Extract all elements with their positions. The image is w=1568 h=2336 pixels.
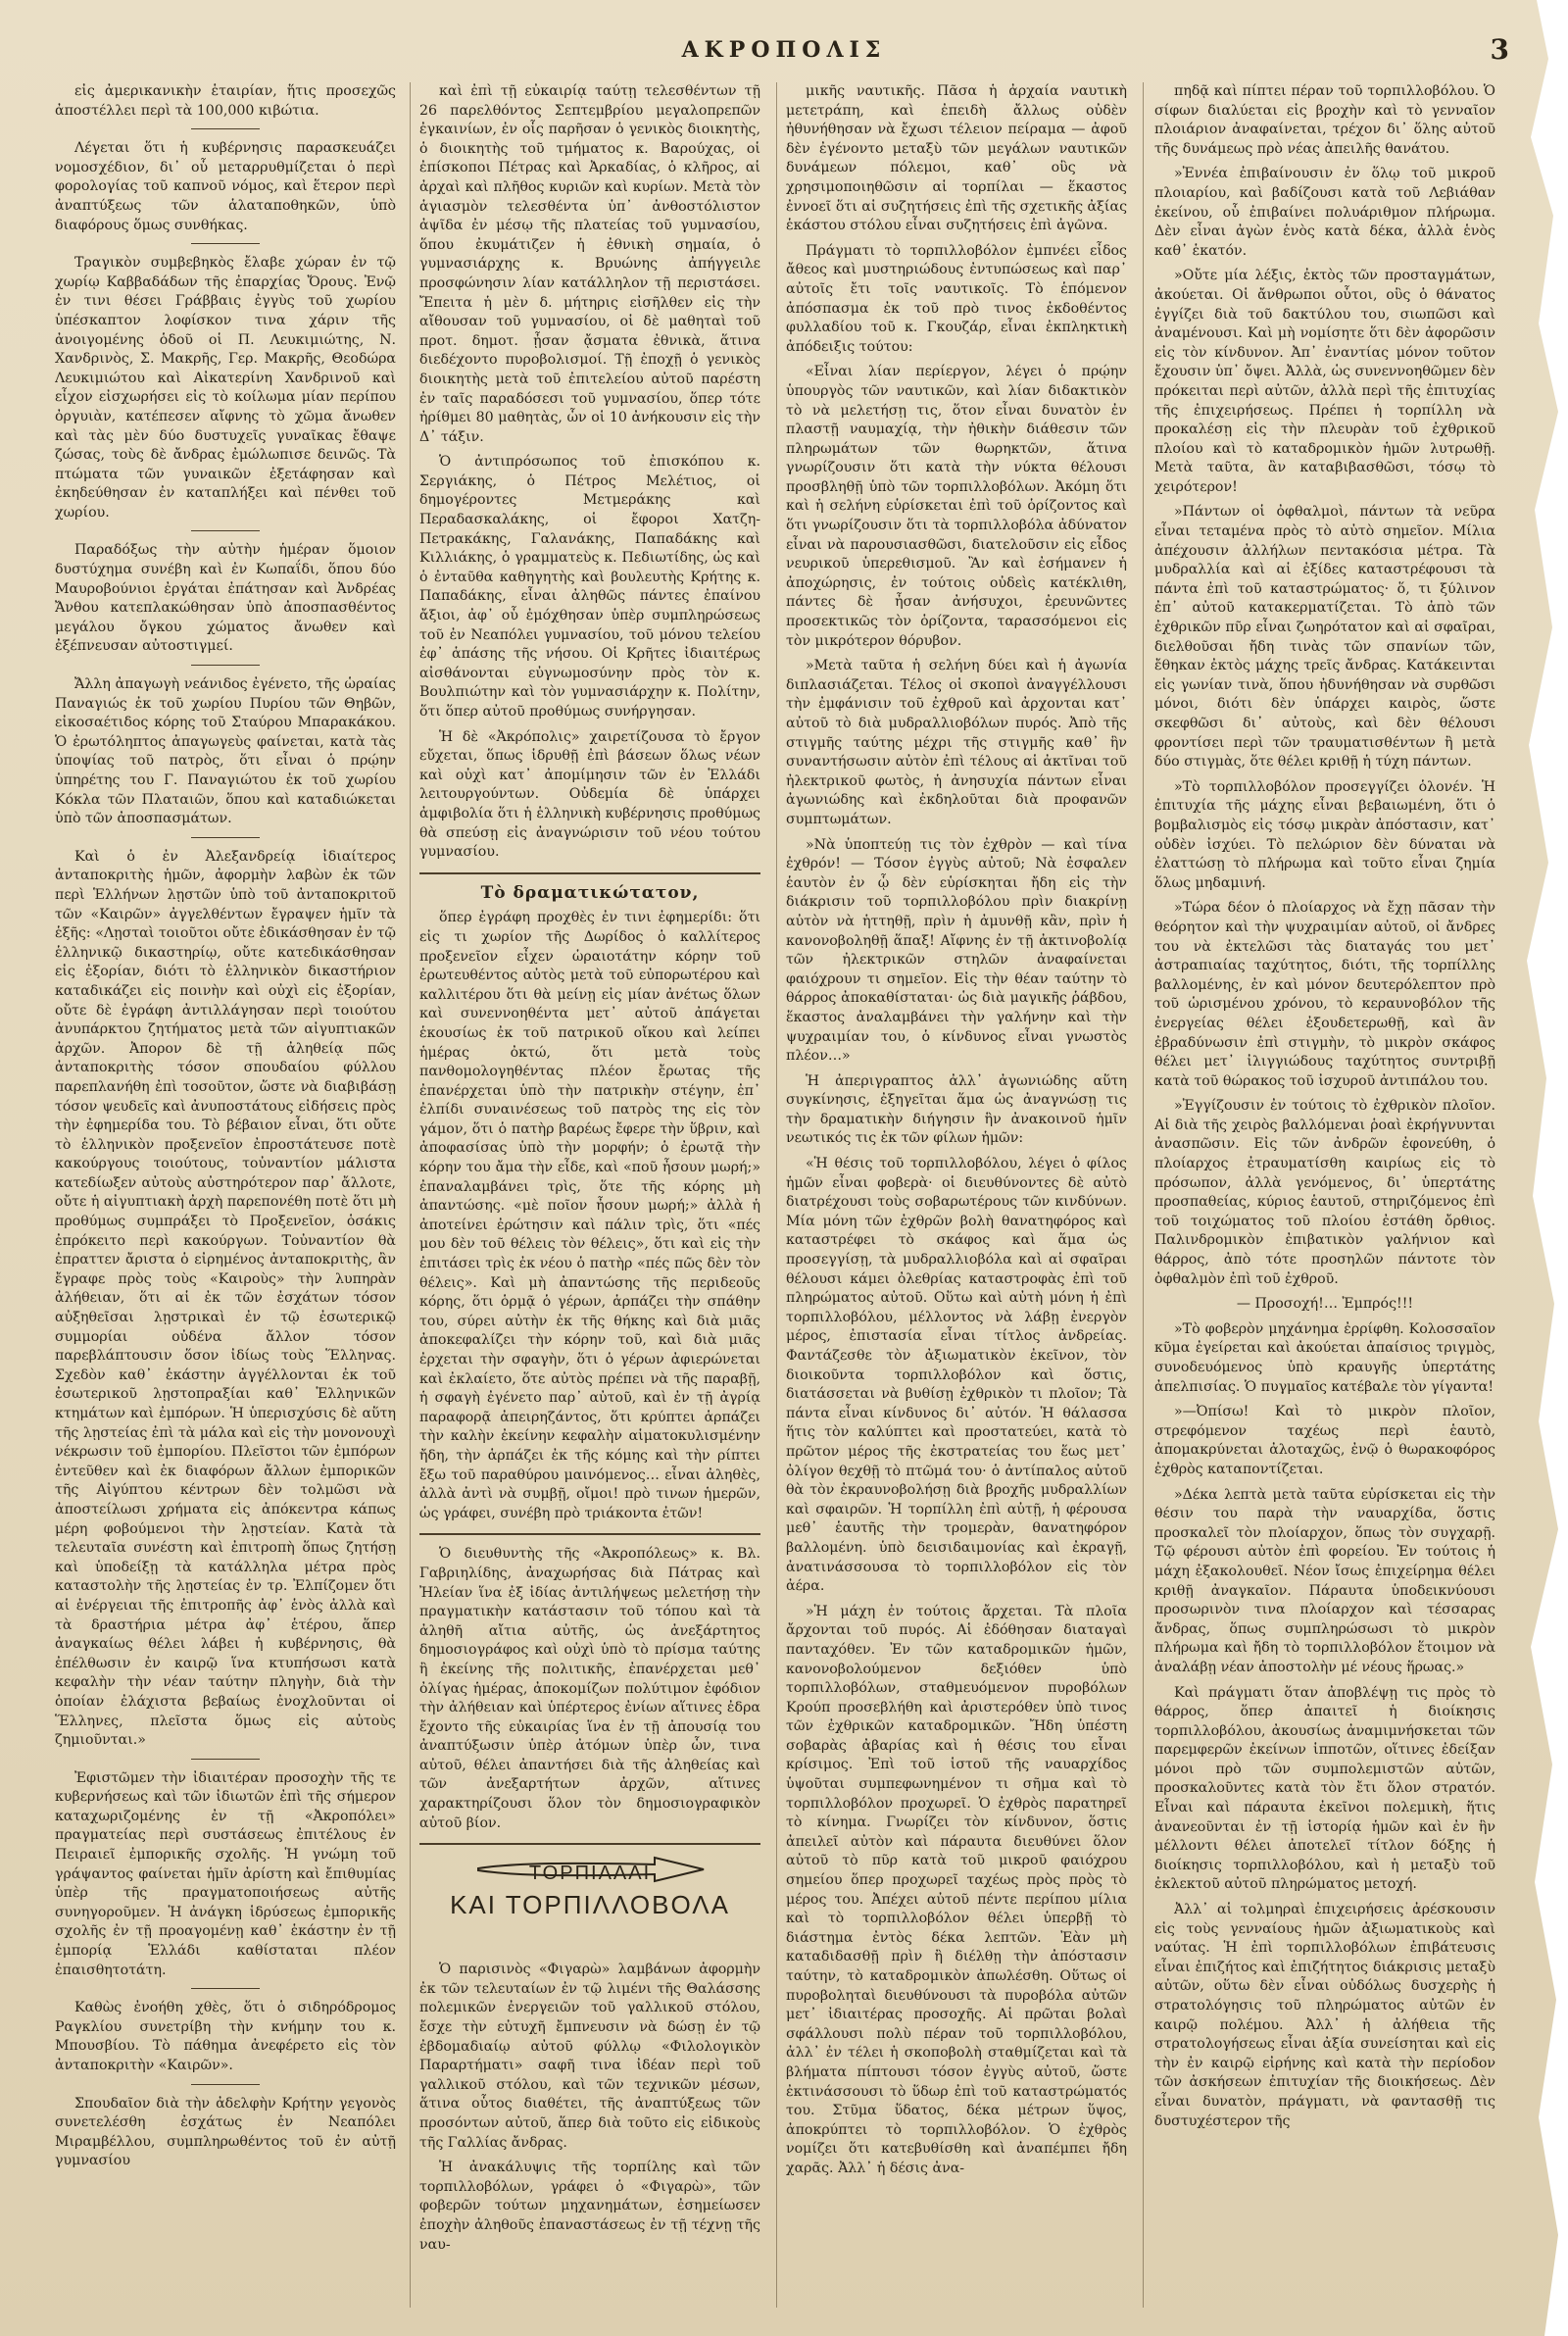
article-paragraph: »Τώρα δέον ὁ πλοίαρχος νὰ ἔχῃ πᾶσαν τὴν θεόρητον καὶ τὴν ψυχραιμίαν αὐτοῦ, οἱ ἄνδρες του νὰ ἐκτελῶσι τὰς διαταγάς του μετ᾽ ἀστραπιαίας ταχύτητος, διότι, τῆς τορπίλλης βαλλομένης, ἐν καὶ μόνον δευτερόλεπτον πρὸ τοῦ ὡρισμένου χρόνου, τὸ κεραυνοβόλον τῆς ἐνεργείας θέλει ἐξουδετερωθῇ, καὶ ἂν ἐβραδύνωσιν ἐπὶ στιγμὴν, τὸ μικρὸν σκάφος θέλει μετ᾽ ἰλιγγιώδους ταχύτητος συντριβῇ κατὰ τοῦ θώρακος τοῦ ἰσχυροῦ ἀντιπάλου του.	[1154, 900, 1495, 1089]
article-paragraph: εἰς ἀμερικανικὴν ἑταιρίαν, ἥτις προσεχῶς ἀποστέλλει περὶ τὰ 100,000 κιβώτια.	[55, 83, 396, 119]
article-paragraph: »Ἡ μάχη ἐν τούτοις ἄρχεται. Τὰ πλοῖα ἄρχονται τοῦ πυρός. Αἱ ἐδόθησαν διαταγαὶ πανταχόθεν. Ἐν τῶν καταδρομικῶν ἡμῶν, κανονοβολούμενον δεξιόθεν ὑπὸ τορπιλλοβόλων, σταθμευόμενον πυροβόλων Κρούπ προσεβλήθη καὶ ἀριστερόθεν ὑπὸ τινος τῶν ἐχθρικῶν καταδρομικῶν. Ἤδη ὑπέστη σοβαρὰς ἀβαρίας καὶ ἡ θέσις του εἶναι κρίσιμος. Ἐπὶ τοῦ ἱστοῦ τῆς ναυαρχίδος ὑψοῦται συμπεφωνημένον τι σῆμα καὶ τὸ τορπιλλοβόλον προχωρεῖ. Ὁ ἐχθρὸς παρατηρεῖ τὸ κίνημα. Γνωρίζει τὸν κίνδυνον, ὅστις ἀπειλεῖ αὐτὸν καὶ πάραυτα διευθύνει ὅλον αὐτοῦ τὸ πῦρ κατὰ τοῦ μικροῦ φαιόχρου σημείου ὅπερ προχωρεῖ ταχέως πρὸς πρὸς τὸ μέρος του. Ἀπέχει αὐτοῦ πέντε περίπου μίλια καὶ τὸ τορπιλλοβόλον θέλει ὑπερβῇ τὸ διάστημα ἐντὸς δέκα λεπτῶν. Ἐὰν μὴ καταδιδασθῇ πρὶν ἢ διέλθῃ τὴν ἀπόστασιν ταύτην, τὸ καταδρομικὸν ἀπωλέσθη. Οὕτως οἱ πυροβοληταὶ διευθύνουσι τὰ πυροβόλα αὐτῶν μετ᾽ ἰδιαιτέρας προσοχῆς. Αἱ πρῶται βολαὶ σφάλλουσι πολὺ πέραν τοῦ τορπιλλοβόλου, ἀλλ᾽ ἐν τέλει ἡ σκοποβολὴ σταθμίζεται καὶ τὰ βλήματα πίπτουσι τόσον ἐγγὺς αὐτοῦ, ὥστε ἐκτινάσσουσι τὸ ὕδωρ ἐπὶ τοῦ καταστρώματός του. Στῦμα ὕδατος, δέκα μέτρων ὕψος, ἀποκρύπτει τὸ τορπιλλοβόλον. Ὁ ἐχθρὸς νομίζει ὅτι κατεβυθίσθη καὶ ἀναπέμπει ἤδη χαρᾶς. Ἀλλ᾽ ἡ δέσις ἀνα-	[786, 1603, 1127, 2176]
article-paragraph: Ὁ διευθυντὴς τῆς «Ἀκροπόλεως» κ. Βλ. Γαβριηλίδης, ἀναχωρήσας διὰ Πάτρας καὶ Ἠλείαν ἵνα ἐξ ἰδίας ἀντιλήψεως μελετήσῃ τὴν πραγματικὴν κατάστασιν τοῦ τόπου καὶ τὰ ἀληθῆ αἴτια αὐτῆς, ὡς ἀνεξάρτητος δημοσιογράφος καὶ οὐχὶ ὑπὸ τὸ πρίσμα ταύτης ἢ ἐκείνης τῆς πολιτικῆς, ἐπανέρχεται μεθ᾽ ὀλίγας ἡμέρας, ἀποκομίζων πολύτιμον ἐφόδιον τὴν ἀλήθειαν καὶ ὑπέρτερος ἐνίων αἵτινες ἐδρα ἔχοντο τῆς εὐκαιρίας ἵνα ἐν τῇ ἀπουσίᾳ του ἀναπτύξωσιν ὑπὲρ ἀτόμων ὑπὲρ ὧν, τινα αὐτοῦ, θέλει ἀπαντήσει διὰ τῆς ἀληθείας καὶ τῶν ἀνεξαρτήτων ἀρχῶν, αἵτινες χαρακτηρίζουσι ὅλον τὸν δημοσιογραφικὸν αὐτοῦ βίον.	[419, 1546, 760, 1831]
item-separator	[191, 1759, 260, 1760]
article-paragraph: Καθὼς ἐνοήθη χθὲς, ὅτι ὁ σιδηρόδρομος Ραγκλίου συνετρίβη τὴν κνήμην του κ. Μπουσβίου. Τὸ πάθημα ἀνεφέρετο εἰς τὸν ἀνταποκριτὴν «Καιρῶν».	[55, 2000, 396, 2073]
torpedo-article-heading	[419, 1855, 760, 1953]
item-separator	[191, 530, 260, 531]
article-paragraph: Ἡ ἀνακάλυψις τῆς τορπίλης καὶ τῶν τορπιλλοβόλων, γράφει ὁ «Φιγαρὼ», τῶν φοβερῶν τούτων μηχανημάτων, ἐσημείωσεν ἐποχὴν ἀληθοῦς ἐπαναστάσεως ἐν τῇ τέχνῃ τῆς ναυ-	[419, 2160, 760, 2253]
article-paragraph: Ἡ ἀπεριγραπτος ἀλλ᾽ ἀγωνιώδης αὕτη συγκίνησις, ἐξηγεῖται ἅμα ὡς ἀναγνώσῃ τις τὴν δραματικὴν διήγησιν ἣν ἀνακοινοῦ ἡμῖν νεωτικός τις ἐκ τῶν φίλων ἡμῶν:	[786, 1072, 1127, 1147]
article-paragraph: Ὁ παρισινὸς «Φιγαρὼ» λαμβάνων ἀφορμὴν ἐκ τῶν τελευταίων ἐν τῷ λιμένι τῆς Θαλάσσης πολεμικῶν ἐνεργειῶν τοῦ γαλλικοῦ στόλου, ἔσχε τὴν εὐτυχῆ ἔμπνευσιν νὰ δώσῃ ἐν τῷ ἐβδομαδιαίῳ αὐτοῦ φύλλῳ «Φιλολογικὸν Παραρτήματι» σαφῆ τινα ἰδέαν περὶ τοῦ γαλλικοῦ στόλου, καὶ τῶν τεχνικῶν μέσων, ἅτινα οὗτος διαθέτει, τῆς ἀναπτύξεως τῶν προσόντων αὐτοῦ, ἅπερ διὰ τοῦτο εἰς εἰδικοὺς τῆς Γαλλίας ἄνδρας.	[419, 1962, 760, 2151]
article-paragraph: »Πάντων οἱ ὀφθαλμοὶ, πάντων τὰ νεῦρα εἶναι τεταμένα πρὸς τὸ αὐτὸ σημεῖον. Μίλια ἀπέχουσιν ἀλλήλων πεντακόσια μέτρα. Τὰ μυδραλλία καὶ αἱ ἐξίδες καταστρέφουσι τὰ πάντα ἐπὶ τοῦ καταστρώματος· ὅ, τι ξύλινον ἐπ᾽ αὐτοῦ κατακερματίζεται. Τὸ ἀπὸ τῶν ἐχθρικῶν πῦρ εἶναι ζωηρότατον καὶ αἱ σφαῖραι, διελθοῦσαι ἤδη τινὰς τῶν σπανίων τῶν, ἔθηκαν ἐκτὸς μάχης τρεῖς ἄνδρας. Κατάκεινται εἰς γωνίαν τινὰ, ὅπου ἠδυνήθησαν νὰ συρθῶσι μόνοι, διότι δὲν ὑπάρχει καιρὸς, ὥστε σκεφθῶσι δι᾽ αὐτοὺς, καὶ δὲν θέλουσι φροντίσει περὶ τῶν τραυματισθέντων ἢ μετὰ δύο στιγμὰς, ὅτε θέλει κριθῇ ἡ τύχη πάντων.	[1154, 504, 1495, 770]
item-separator	[191, 128, 260, 129]
article-paragraph: Ἀλλ᾽ αἱ τολμηραὶ ἐπιχειρήσεις ἀρέσκουσιν εἰς τοὺς γενναίους ἡμῶν ἀξιωματικοὺς καὶ ναύτας. Ἡ ἐπὶ τορπιλλοβόλων ἐπιβάτευσις εἶναι ἐπιζήτος καὶ ἐπιζήτητος διάκρισις μεταξὺ αὐτῶν, οὕτω δὲν εἶναι οὐδόλως δυσχερὴς ἡ στρατολόγησις τοῦ πληρώματος αὐτῶν ἐν καιρῷ πολέμου. Ἀλλ᾽ ἡ ἀλήθεια τῆς στρατολογήσεως εἶναι ἀξία συνείσηται καὶ εἰς τὴν ἐν καιρῷ εἰρήνης καὶ κατὰ τὴν περίοδον τῶν ἀσκήσεων ἐπιτυχίαν τῆς διοικήσεως. Δὲν εἶναι δυνατὸν, πράγματι, νὰ φαντασθῇ τις δυστυχέστερον τῆς	[1154, 1902, 1495, 2129]
column-4	[1154, 82, 1495, 2308]
section-rule	[419, 1533, 760, 1535]
article-paragraph: »Ἐγγίζουσιν ἐν τούτοις τὸ ἐχθρικὸν πλοῖον. Αἱ διὰ τῆς χειρὸς βαλλόμεναι ῥοαὶ ἐκρήγνυνται ἀνασπῶσιν. Εἰς τῶν ἀνδρῶν ἐφονεύθη, ὁ πλοίαρχος ἐτραυματίσθη καιρίως εἰς τὸ πρόσωπον, ἀλλὰ γενόμενος, δι᾽ ὑπερτάτης προσπαθείας, κύριος ἑαυτοῦ, στηριζόμενος ἐπὶ τοῦ τοιχώματος τοῦ πλοίου ἐστάθη ὄρθιος. Παλινδρομικὸν ἐπιβατικὸν γαλήνιον καὶ θάρρος, ἀπὸ τότε προσηλῶν πάντοτε τὸν ὀφθαλμὸν ἐπὶ τοῦ ἐχθροῦ.	[1154, 1098, 1495, 1287]
section-rule	[419, 1843, 760, 1845]
article-paragraph: «Ἡ θέσις τοῦ τορπιλλοβόλου, λέγει ὁ φίλος ἡμῶν εἶναι φοβερὰ· οἱ διευθύνοντες δὲ αὐτὸ διατρέχουσι τοὺς σοβαρωτέρους τῶν κινδύνων. Μία μόνη τῶν ἐχθρῶν βολὴ θανατηφόρος καὶ καταστρέφει τὸ σκάφος καὶ ἅμα ὡς προσεγγίσῃ, τὰ μυδραλλιοβόλα καὶ αἱ σφαῖραι θέλουσι κάμει ὀλεθρίας καταστροφὰς ἐπὶ τοῦ πληρώματος αὐτοῦ. Οὕτω καὶ αὐτὴ μόνη ἡ ἐπὶ τορπιλλοβόλου, μέλλοντος νὰ λάβῃ ἐνεργὸν μέρος, ἐπιστασία εἶναι τίτλος ἀνδρείας. Φαντάζεσθε τὸν ἀξιωματικὸν ἐκεῖνον, τὸν διοικοῦντα τορπιλλοβόλον καὶ ὅστις, διατάσσεται νὰ βυθίσῃ ἐχθρικὸν τι πλοῖον; Τὰ πάντα εἶναι κίνδυνος δι᾽ αὐτόν. Ἡ θάλασσα ἥτις τὸν καλύπτει καὶ προστατεύει, κατὰ τὸ πρῶτον μέρος τῆς ἐκστρατείας του ἕως μετ᾽ ὀλίγον θεχθῇ τὸ πτῶμά του· ὁ ἀντίπαλος αὐτοῦ θὰ τὸν ἐκραυνοβολήσῃ διὰ βροχῆς μυδραλλίων καὶ σφαιρῶν. Ἡ τορπίλλη ἐπὶ αὐτῇ, ἡ φέρουσα μεθ᾽ ἑαυτῆς τὴν τρομερὰν, θανατηφόρον βαλλομένη. ὑπὸ δεισιδαιμονίας καὶ ἐκραγῇ, ἀνατινάσσουσα τὸ τορπιλλοβόλον εἰς τὸν ἀέρα.	[786, 1156, 1127, 1595]
item-separator	[191, 665, 260, 666]
item-separator	[191, 1988, 260, 1989]
column-2	[419, 82, 760, 2308]
article-paragraph: — Προσοχή!… Ἐμπρός!!!	[1236, 1296, 1414, 1313]
article-paragraph: »Μετὰ ταῦτα ἡ σελήνη δύει καὶ ἡ ἀγωνία διπλασιάζεται. Τέλος οἱ σκοποὶ ἀναγγέλλουσι τὴν ἐμφάνισιν τοῦ ἐχθροῦ καὶ ἀρχονται κατ᾽ αὐτοῦ τὸ διὰ μυδραλλιοβόλων πυρός. Ἀπὸ τῆς στιγμῆς ταύτης μέχρι τῆς στιγμῆς καθ᾽ ἣν συναντήσωσιν αὐτὸν ἐπὶ τέλους αἱ ἀκτῖναι τοῦ ἠλεκτρικοῦ φωτὸς, ἡ ἀνησυχία πάντων εἶναι ἀγωνιώδης καὶ ἐκδηλοῦται διὰ προφανῶν συμπτωμάτων.	[786, 658, 1127, 827]
item-separator	[191, 837, 260, 838]
article-paragraph: »—Ὀπίσω! Καὶ τὸ μικρὸν πλοῖον, στρεφόμενον ταχέως περὶ ἑαυτὸ, ἀπομακρύνεται ἀλοταχῶς, ἐνῷ ὁ θωρακοφόρος ἐχθρὸς καταποντίζεται.	[1154, 1404, 1495, 1477]
article-paragraph: »Τὸ φοβερὸν μηχάνημα ἐρρίφθη. Κολοσσαῖον κῦμα ἐγείρεται καὶ ἀκούεται ἀπαίσιος τριγμὸς, συνοδευόμενος ὑπὸ κραυγῆς ὑπερτάτης ἀπελπισίας. Ὁ πυγμαῖος κατέβαλε τὸν γίγαντα!	[1154, 1320, 1495, 1395]
article-paragraph: »Ἐννέα ἐπιβαίνουσιν ἐν ὅλῳ τοῦ μικροῦ πλοιαρίου, καὶ βαδίζουσι κατὰ τοῦ Λεβιάθαν ἐκείνου, οὗ ἐπιβαίνει πολυάριθμον πλήρωμα. Δὲν εἶναι ἀγὼν ἑνὸς κατὰ δέκα, ἀλλὰ ἑνὸς καθ᾽ ἑκατόν.	[1154, 166, 1495, 259]
column-3	[786, 82, 1127, 2308]
article-paragraph: Τραγικὸν συμβεβηκὸς ἔλαβε χώραν ἐν τῷ χωρίῳ Καββαδάδων τῆς ἐπαρχίας Ὄρους. Ἐνῷ ἐν τινι θέσει Γράββαις ἐγγὺς τοῦ χωρίου ὑπέσκαπτον λοφίσκον τινα χάριν τῆς ἀνοιγομένης ὁδοῦ οἱ Π. Λευκιμιώτης, Ν. Χανδρινὸς, Σ. Μακρῆς, Γερ. Μακρῆς, Θεοδώρα Λευκιμιώτου καὶ Αἰκατερίνη Χανδρινοῦ καὶ εἶχον εἰσχωρήσει εἰς τὸ κοίλωμα μίαν περίπου ὀργυιὰν, κατέπεσεν αἴφνης τὸ χῶμα ἄνωθεν καὶ τὰς μὲν δύο δυστυχεῖς γυναῖκας ἔθαψε ζώσας, τοὺς δὲ ἄνδρας ἐμώλωπισε δεινῶς. Τὰ πτώματα τῶν γυναικῶν ἐξετάφησαν καὶ ἐκηδεύθησαν ἐν καταπλήξει καὶ πένθει τοῦ χωρίου.	[55, 255, 396, 521]
item-separator	[191, 2084, 260, 2085]
article-paragraph: »Δέκα λεπτὰ μετὰ ταῦτα εὑρίσκεται εἰς τὴν θέσιν του παρὰ τὴν ναυαρχίδα, ὅστις προσκαλεῖ τὸν πλοίαρχον, ὅπως τὸν συγχαρῇ. Τῷ φέρουσι αὐτὸν ἐπὶ φορείου. Ἐν τούτοις ἡ μάχη ἐξακολουθεῖ. Νέον ἴσως ἐπιχείρημα θέλει κριθῇ ἀναγκαῖον. Πάραυτα ὑποδεικνύουσι προσωρινὸν τινα πλοίαρχον καὶ τέσσαρας ἄνδρας, ὅπως συμπληρώσωσι τὸ μικρὸν πλήρωμα καὶ ἤδη τὸ τορπιλλοβόλον ἕτοιμον νὰ ἀναλάβῃ νέαν ἀποστολὴν μέ νέους ἥρωας.»	[1154, 1486, 1495, 1675]
article-paragraph: Σπουδαῖον διὰ τὴν ἀδελφὴν Κρήτην γεγονὸς συνετελέσθη ἐσχάτως ἐν Νεαπόλει Μιραμβέλλου, συμπληρωθέντος τοῦ ἐν αὐτῇ γυμνασίου	[55, 2095, 396, 2169]
section-rule	[419, 872, 760, 874]
article-paragraph: Καὶ ὁ ἐν Ἀλεξανδρείᾳ ἰδιαίτερος ἀνταποκριτὴς ἡμῶν, ἀφορμὴν λαβὼν ἐκ τῶν περὶ Ἑλλήνων λῃστῶν ὑπὸ τοῦ ἀνταποκριτοῦ τῶν «Καιρῶν» ἀγγελθέντων ἔγραψεν ἡμῖν τὰ ἑξῆς: «Λῃσταὶ τοιοῦτοι οὔτε ἐδικάσθησαν ἐν τῷ ἑλληνικῷ δικαστηρίῳ, οὔτε κατεδικάσθησαν εἰς ἐξορίαν, διότι τὸ ἑλληνικὸν δικαστήριον καταδικάζει εἰς ποινὴν καὶ οὐχὶ εἰς ἐξορίαν, οὔτε δὲ ἐγράφη ἀντιλλάγησαν περὶ τοιούτου ἀνυπάρκτου ζητήματος μετὰ τῶν αἰγυπτιακῶν ἀρχῶν. Ἀπορον δὲ τῇ ἀληθείᾳ πῶς ἀνταποκριτὴς τόσον σπουδαίου φύλλου παρεπλανήθη ἐπὶ τοσοῦτον, ὥστε νὰ διαβιβάσῃ τόσον ψευδεῖς καὶ ἀνυποστάτους εἰδήσεις πρὸς τὴν ἐφημερίδα του. Τὸ βέβαιον εἶναι, ὅτι οὔτε τὸ ἑλληνικὸν προξενεῖον ἐπροστάτευσε ποτὲ κακούργους τοιούτους, τοὐναντίον μάλιστα κατεδίωξεν αὐτοὺς αὐστηρότερον παρ᾽ ἄλλοτε, οὔτε ἡ αἰγυπτιακὴ ἀρχὴ παρεπονέθη ποτὲ ὅτι μὴ προθύμως συμπράξει τὸ Προξενεῖον, ὁσάκις ἐπρόκειτο περὶ κακούργων. Τοὐναντίον θὰ ἐπραττεν ἄριστα ὁ εἰρημένος ἀνταποκριτὴς, ἂν ἔγραφε πρὸς τοὺς «Καιροὺς» τὴν λυπηρὰν ἀλήθειαν, ὅτι αἱ ἐκ τῶν ἐσχάτων τόσον αὐξηθεῖσαι λῃστρικαὶ ἐν τῷ ἐσωτερικῷ συμμορίαι οὐδένα ἄλλον τόσον παρεβλάπτουσιν ὅσον ἰδίως τοὺς Ἕλληνας. Σχεδὸν καθ᾽ ἑκάστην ἀγγέλλονται ἐκ τοῦ ἐσωτερικοῦ λῃστοπραξίαι καθ᾽ Ἑλληνικῶν κτημάτων καὶ ἐμπόρων. Ἡ ὑπερισχύσις δὲ αὕτη τῆς λῃστείας ἐπὶ τὰ μάλα καὶ εἰς τὴν μονονουχὶ νέκρωσιν τοῦ ἐμπορίου. Πλεῖστοι τῶν ἐμπόρων ἐντεῦθεν καὶ ἐκ διαφόρων ἄλλων ἐμπορικῶν τῆς Αἰγύπτου κέντρων δὲν τολμῶσι νὰ ἀποστείλωσι χρήματα εἰς ἀπόκεντρα κάπως μέρη φοβούμενοι τὴν λῃστείαν. Κατὰ τὰ τελευταῖα συνέστη καὶ ἐπιτροπὴ ὅπως ζητήσῃ καὶ ὑποδείξῃ τὰ κατάλληλα μέτρα πρὸς καταστολὴν τῆς λῃστείας ἐν τρ. Ἐλπίζομεν ὅτι αἱ ἐνέργειαι τῆς ἐπιτροπῆς ἀφ᾽ ἑνὸς ἀλλὰ καὶ τὰ δραστήρια μέτρα ἀφ᾽ ἑτέρου, ἅπερ ἀναγκαίως θέλει λάβει ἡ κυβέρνησις, θὰ ἐπέλθωσιν ἐν καιρῷ ἵνα κτυπήσωσι κατὰ κεφαλὴν τὴν νέαν ταύτην πληγὴν, διὰ τὴν ὁποίαν ἐλάχιστα βεβαίως ἐνοχλοῦνται οἱ Ἕλληνες, πλεῖστα ὅμως εἰς αὐτοὺς ζημιοῦνται.»	[55, 848, 396, 1749]
newspaper-title: ΑΚΡΟΠΟΛΙΣ	[681, 37, 887, 63]
article-paragraph: »Νὰ ὑποπτεύῃ τις τὸν ἐχθρὸν — καὶ τίνα ἐχθρόν! — Τόσον ἐγγὺς αὐτοῦ; Νὰ ἐσφαλεν ἑαυτὸν ἐν ᾧ δὲν εὑρίσκηται ἤδη εἰς τὴν διάκρισιν τοῦ τορπιλλοβόλου πρὶν διακρίνῃ αὐτὸν νὰ ἡττηθῇ, πρὶν ἡ ἀμυνθῇ κἂν, πρὶν ἡ κανονοβοληθῇ ἅπαξ! Αἴφνης ἐν τῇ ἀκτινοβολίᾳ τῶν ἠλεκτρικῶν στηλῶν ἀναφαίνεται φαιόχρουν τι σημεῖον. Εἰς τὴν θέαν ταύτην τὸ θάρρος ἀποκαθίσταται· ὡς διὰ μαγικῆς ῥάβδου, ἕκαστος ἀναλαμβάνει τὴν γαλήνην καὶ τὴν ψυχραιμίαν του, ὁ κίνδυνος εἶναι γνωστὸς πλέον…»	[786, 836, 1127, 1065]
torpedo-title-line-1: ΤΟΡΠΙΛΛΑΙ	[528, 1863, 652, 1885]
torn-edge-decoration	[1509, 0, 1568, 2336]
column-divider	[1143, 82, 1144, 2308]
masthead	[59, 33, 1509, 67]
article-paragraph: »Τὸ τορπιλλοβόλον προσεγγίζει ὁλονέν. Ἡ ἐπιτυχία τῆς μάχης εἶναι βεβαιωμένη, ὅτι ὁ βομβαλισμὸς εἰς τόσῳ μικρὰν ἀπόστασιν, κατ᾽ οὐδὲν ἰσχύει. Τὸ πελώριον δὲν δύναται νὰ ἐλαττώσῃ τὸ πλήρωμα καὶ τοῦτο εἶναι ζημία ὅλως μηδαμινή.	[1154, 778, 1495, 891]
story-heading: Τὸ δραματικώτατον,	[480, 882, 700, 903]
article-paragraph: Καὶ πράγματι ὅταν ἀποβλέψῃ τις πρὸς τὸ θάρρος, ὅπερ ἀπαιτεῖ ἡ διοίκησις τορπιλλοβόλου, ἀκουσίως ἀναμιμνήσκεται τῶν παρεμφερῶν ἐκείνων ἱπποτῶν, οἵτινες ἐδείξαν μόνοι πρὸ τῶν συμπολεμιστῶν αὐτῶν, προσκαλοῦντες κατὰ τὸν ἔτι ὅλον στρατόν. Εἶναι καὶ πάραυτα ἐκεῖνοι πολεμικὴ, ἥτις ἀνανεοῦνται ἐν τῇ ἱστορίᾳ ἡμῶν καὶ ἐν ἣν μέλλοντι θέλει ἀποτελεῖ τίτλον δόξης ἡ διοίκησις τορπιλλοβόλου, καὶ ἡ μεταξὺ τοῦ ἐκλεκτοῦ αὐτοῦ πληρώματος μετοχή.	[1154, 1684, 1495, 1893]
torpedo-title-line-2: ΚΑΙ ΤΟΡΠΙΛΛΟΒΟΛΑ	[450, 1890, 730, 1920]
article-paragraph: Λέγεται ὅτι ἡ κυβέρνησις παρασκευάζει νομοσχέδιον, δι᾽ οὗ μεταρρυθμίζεται ὁ περὶ φορολογίας τοῦ καπνοῦ νόμος, καὶ ἕτερον περὶ ἀναπτύξεως τῶν ἁλαταποθηκῶν, ὑπὸ διαφόρους ὅμως συνθήκας.	[55, 140, 396, 233]
article-paragraph: Ἡ δὲ «Ἀκρόπολις» χαιρετίζουσα τὸ ἔργον εὔχεται, ὅπως ἱδρυθῇ ἐπὶ βάσεων ὅλως νέων καὶ οὐχὶ κατ᾽ ἀπομίμησιν τῶν ἐν Ἑλλάδι λειτουργούντων. Οὐδεμία δὲ ὑπάρχει ἀμφιβολία ὅτι ἡ ἑλληνικὴ κυβέρνησις προθύμως θὰ σπεύσῃ εἰς ἀναγνώρισιν τοῦ νέου τούτου γυμνασίου.	[419, 728, 760, 861]
article-paragraph: πηδᾷ καὶ πίπτει πέραν τοῦ τορπιλλοβόλου. Ὁ σίφων διαλύεται εἰς βροχὴν καὶ τὸ γενναῖον πλοιάριον ἀναφαίνεται, τρέχον δι᾽ ὅλης αὐτοῦ τῆς δυνάμεως πρὸ νέας ἀπειλῆς θανάτου.	[1154, 83, 1495, 157]
article-paragraph: Ἐφιστῶμεν τὴν ἰδιαιτέραν προσοχὴν τῆς τε κυβερνήσεως καὶ τῶν ἰδιωτῶν ἐπὶ τῆς σήμερον καταχωριζομένης ἐν τῇ «Ἀκροπόλει» πραγματείας περὶ συστάσεως ἐπιτέλους ἐν Πειραιεῖ ἐμπορικῆς σχολῆς. Ἡ γνώμη τοῦ γράψαντος φαίνεται ἡμῖν ἀρίστη καὶ ἔπιθυμίας ὑπὲρ τῆς πραγματοποιήσεως αὐτῆς συνηγοροῦμεν. Ἡ ἀνάγκη ἱδρύσεως ἐμπορικῆς σχολῆς ἐν τῇ προαγομένῃ καθ᾽ ἑκάστην ἐν τῇ ἐμπορίᾳ Ἑλλάδι καθίσταται πλέον ἐπαισθητοτάτη.	[55, 1769, 396, 1978]
item-separator	[191, 243, 260, 244]
article-paragraph: Παραδόξως τὴν αὐτὴν ἡμέραν ὅμοιον δυστύχημα συνέβη καὶ ἐν Κωπαΐδι, ὅπου δύο Μαυροβούνιοι ἐργάται ἐπάτησαν καὶ Ἀνδρέας Ἄνθου κατεπλακώθησαν ὑπὸ ἀποσπασθέντος μεγάλου ὄγκου χώματος ἄνωθεν καὶ ἐξέπνευσαν αὐτοστιγμεί.	[55, 542, 396, 655]
article-paragraph: Ὁ ἀντιπρόσωπος τοῦ ἐπισκόπου κ. Σεργιάκης, ὁ Πέτρος Μελέτιος, οἱ δημογέροντες Μετμεράκης καὶ Περαδασκαλάκης, οἱ ἔφοροι Χατζη-Πετρακάκης, Γαλανάκης, Παπαδάκης καὶ Κιλλιάκης, ὁ γραμματεὺς κ. Πεδιωτίδης, ὡς καὶ ὁ ἐνταῦθα καθηγητὴς καὶ βουλευτὴς Κρήτης κ. Παπαδάκης, εἶναι ἀληθῶς πάντες ἐπαίνου ἄξιοι, ἀφ᾽ οὗ ἐμόχθησαν ὑπὲρ συμπληρώσεως τοῦ ἐν Νεαπόλει γυμνασίου, τοῦ μόνου τελείου ἐφ᾽ ἁπάσης τῆς νήσου. Οἱ Κρῆτες ἰδιαιτέρως αἰσθάνονται εὐγνωμοσύνην πρὸς τὸν κ. Βουλπιώτην καὶ τὸν γυμνασιάρχην κ. Πολίτην, ὅτι ὅπερ αὐτοῦ προθύμως συνήργησαν.	[419, 454, 760, 720]
column-1	[55, 82, 396, 2308]
page-number: 3	[1490, 33, 1509, 66]
article-paragraph: Πράγματι τὸ τορπιλλοβόλον ἐμπνέει εἶδος ἄθεος καὶ μυστηριώδους ἐντυπώσεως καὶ παρ᾽ αὐτοῖς ἔτι τοῖς ναυτικοῖς. Τὸ ἑπόμενον ἀπόσπασμα ἐκ τοῦ πρὸ τινος ἐκδοθέντος φυλλαδίου τοῦ κ. Γκουζάρ, εἶναι ἐκπληκτικὴ ἀπόδειξις τούτου:	[786, 242, 1127, 355]
article-paragraph: μικῆς ναυτικῆς. Πᾶσα ἡ ἀρχαία ναυτικὴ μετετράπη, καὶ ἐπειδὴ ἄλλως οὐδὲν ἠθυνήθησαν νὰ ἔχωσι τέλειον πείραμα — ἀφοῦ δὲν ἐγένοντο μεταξὺ τῶν μεγάλων ναυτικῶν δυνάμεων πόλεμοι, καθ᾽ οὓς νὰ χρησιμοποιηθῶσιν αἱ τορπίλαι — ἕκαστος ἐννοεῖ ὅτι αἱ συζητήσεις ἐπὶ τῆς σχετικῆς ἀξίας ἑκάστου στόλου εἶναι συζητήσεις ἐπὶ ἀγῶνα.	[786, 83, 1127, 234]
article-paragraph: «Εἶναι λίαν περίεργον, λέγει ὁ πρῴην ὑπουργὸς τῶν ναυτικῶν, καὶ λίαν διδακτικὸν τὸ νὰ μελετήσῃ τις, ὅτον εἶναι δυνατὸν ἐν πλαστῇ ναυμαχίᾳ, τὴν ἠθικὴν διάθεσιν τῶν πληρωμάτων τῶν θωρηκτῶν, ἅτινα γνωρίζουσιν ὅτι κατὰ τὴν νύκτα θέλουσι προσβληθῇ ὑπὸ τῶν τορπιλλοβόλων. Ἀκόμη ὅτι καὶ ἡ σελήνη εὑρίσκεται ἐπὶ τοῦ ὁρίζοντος καὶ ὅτι γνωρίζουσιν ὅτι τὰ τορπιλλοβόλα ἀδύνατον εἶναι νὰ παρουσιασθῶσι, διατελοῦσιν εἰς εἶδος νευρικοῦ ὑπερεθισμοῦ. Ἂν καὶ ἐσήμανεν ἡ ἀποχώρησις, ἐν τούτοις οὐδεὶς κατέκλιθη, πάντες δὲ ἦσαν ἀνήσυχοι, ἐρευνῶντες προσεκτικῶς τὸν ὁρίζοντα, ταρασσόμενοι εἰς τὸν μικρότερον θόρυβον.	[786, 364, 1127, 649]
column-divider	[410, 82, 411, 2308]
article-paragraph: Ἄλλη ἀπαγωγὴ νεάνιδος ἐγένετο, τῆς ὡραίας Παναγιώς ἐκ τοῦ χωρίου Πυρίου τῶν Θηβῶν, εἰκοσαέτιδος κόρης τοῦ Σταύρου Μπαρακάκου. Ὁ ἐρωτόληπτος ἀπαγωγεὺς φαίνεται, κατὰ τὰς ὑποψίας τοῦ πατρὸς, ὅτι εἶναι ὁ πρῴην ὑπηρέτης του Γ. Παναγιώτου ἐκ τοῦ χωρίου Κόκλα τῶν Πλαταιῶν, ὅπου καὶ καταδιώκεται ὑπὸ τῶν ἀποσπασμάτων.	[55, 676, 396, 827]
article-paragraph: ὅπερ ἐγράφη προχθὲς ἐν τινι ἐφημερίδι: ὅτι εἰς τι χωρίον τῆς Δωρίδος ὁ καλλίτερος προξενεῖον εἶχεν ὡραιοτάτην κόρην τοῦ ἐρωτευθέντος αὐτὸς μετὰ τοῦ εὐπορωτέρου καὶ καλλιτέρου ὅτι θὰ μείνῃ εἰς μίαν ἀνέτως ὅλων καὶ συνεννοηθέντα μετ᾽ αὐτοῦ ἀπάγεται ἑκουσίως ἐκ τοῦ πατρικοῦ οἴκου καὶ λείπει ἡμέρας ὀκτώ, ὅτι μετὰ τοὺς πανθομολογηθέντας πλέον ἔρωτας τῆς ἐπανέρχεται ὑπὸ τὴν πατρικὴν στέγην, ἐπ᾽ ἐλπίδι συναινέσεως τοῦ πατρὸς της εἰς τὸν γάμον, ὅτι ὁ πατὴρ βαρέως ἔφερε τὴν ὕβριν, καὶ ἀποφασίσας ὑπὸ τὴν μορφήν; ὁ ἐρωτᾷ τὴν κόρην του ἄμα τὴν εἶδε, καὶ «ποῦ ἦσουν μωρή;» ἐπαναλαμβάνει τρὶς, ὅτε τῆς κόρης μὴ ἀπαντώσης. «μὲ ποῖον ἦσουν μωρή;» ἀλλὰ ἡ ἀποτείνει ἐρώτησιν καὶ πάλιν τρὶς, ὅτι «πές μου δὲν τοῦ θέλεις τὸν θέλεις», ὅτι καὶ εἰς τὴν ἐπιτάσει τρὶς ἐκ νέου ὁ πατὴρ «πές πῶς δὲν τὸν θέλεις». Καὶ μὴ ἀπαντώσης τῆς περιδεοῦς κόρης, ὅτι ὁρμᾷ ὁ γέρων, ἁρπάζει τὴν σπάθην του, σύρει αὐτὴν ἐκ τῆς θήκης καὶ διὰ μιᾶς ἀποκεφαλίζει τὴν κόρην τοῦ, καὶ διὰ μιᾶς ἐρχεται τὴν σφαγὴν, ὅτι ὁ γέρων ἀφιερώνεται καὶ ἐκλαίετο, ὅτε αὐτὸς πρέπει νὰ τῆς παραβῇ, ἡ σφαγὴ ἐγένετο παρ᾽ αὐτοῦ, καὶ ἐν τῇ ἀγρίᾳ παραφορᾷ ἀπειρηζάντος, ὅτι κρύπτει ἁρπάζει τὴν καλὴν ἐκείνην κεφαλὴν αἱματοκυλισμένην ἤδη, τὴν ἁρπάζει ἐκ τῆς κόμης καὶ τὴν ρίπτει ἔξω τοῦ παραθύρου μαινόμενος… εἶναι ἀληθὲς, ἀλλὰ ἀντὶ νὰ συμβῇ, οἴμοι! πρὸ τινων ἡμερῶν, ὡς γράφει, συνέβη πρὸ τριάκοντα ἐτῶν!	[419, 910, 760, 1521]
article-paragraph: »Οὔτε μία λέξις, ἐκτὸς τῶν προσταγμάτων, ἀκούεται. Οἱ ἄνθρωποι οὗτοι, οὓς ὁ θάνατος ἐγγίζει διὰ τοῦ δακτύλου του, σιωπῶσι καὶ ἀναμένουσι. Καὶ μὴ νομίσητε ὅτι δὲν ἀφορῶσιν εἰς τὸν κίνδυνον. Ἀπ᾽ ἐναντίας μόνον τοῦτον ἔχουσιν ὑπ᾽ ὄψει. Ἀλλὰ, ὡς συνεννοηθῶμεν δὲν πρόκειται περὶ αὐτῶν, ἀλλὰ περὶ τῆς ἐπιτυχίας τῆς ἐπιχειρήσεως. Πρέπει ἡ τορπίλλη νὰ προκαλέσῃ εἰς τὴν πλευρὰν τοῦ ἐχθρικοῦ πλοίου καὶ τὸ καταδρομικὸν ἡμῶν λυτρωθῇ. Μετὰ ταῦτα, ἂν καταβιβασθῶσι, τόσῳ τὸ χειρότερον!	[1154, 268, 1495, 495]
article-paragraph: καὶ ἐπὶ τῇ εὐκαιρίᾳ ταύτῃ τελεσθέντων τῇ 26 παρελθόντος Σεπτεμβρίου μεγαλοπρεπῶν ἐγκαινίων, ἐν οἷς παρῆσαν ὁ γενικὸς διοικητὴς, ὁ διοικητὴς τοῦ τμήματος κ. Βαρούχας, οἱ ἐπίσκοποι Πέτρας καὶ Ἀρκαδίας, ὁ κλῆρος, αἱ ἀρχαὶ καὶ πλῆθος κυριῶν καὶ κυρίων. Μετὰ τὸν ἁγιασμὸν τελεσθέντα ὑπ᾽ ἀνθοστόλιστον ἀψῖδα ἐν μέσῳ τῆς πλατείας τοῦ γυμνασίου, ὅπου ἐκυμάτιζεν ἡ ἐθνικὴ σημαία, ὁ γυμνασιάρχης κ. Βρυώνης ἀπήγγειλε προσφώνησιν λίαν κατάλληλον τῇ περιστάσει. Ἔπειτα ἡ μὲν δ. μήτηρις εἰσῆλθεν εἰς τὴν αἴθουσαν τοῦ γυμνασίου, οἱ δὲ μαθηταὶ τοῦ προτ. δημοτ. ᾖσαν ᾄσματα ἐθνικὰ, ἅτινα διεδέχοντο πυροβολισμοί. Τῇ ἐποχῇ ὁ γενικὸς διοικητὴς μετὰ τοῦ ἐπιτελείου αὐτοῦ παρέστη ἐν ταῖς παραδόσεσι τοῦ γυμνασίου, ὅπερ τότε ἠρίθμει 80 μαθητὰς, ὧν οἱ 10 ἀνήκουσιν εἰς τὴν Δ᾽ τάξιν.	[419, 83, 760, 445]
column-divider	[776, 82, 777, 2308]
